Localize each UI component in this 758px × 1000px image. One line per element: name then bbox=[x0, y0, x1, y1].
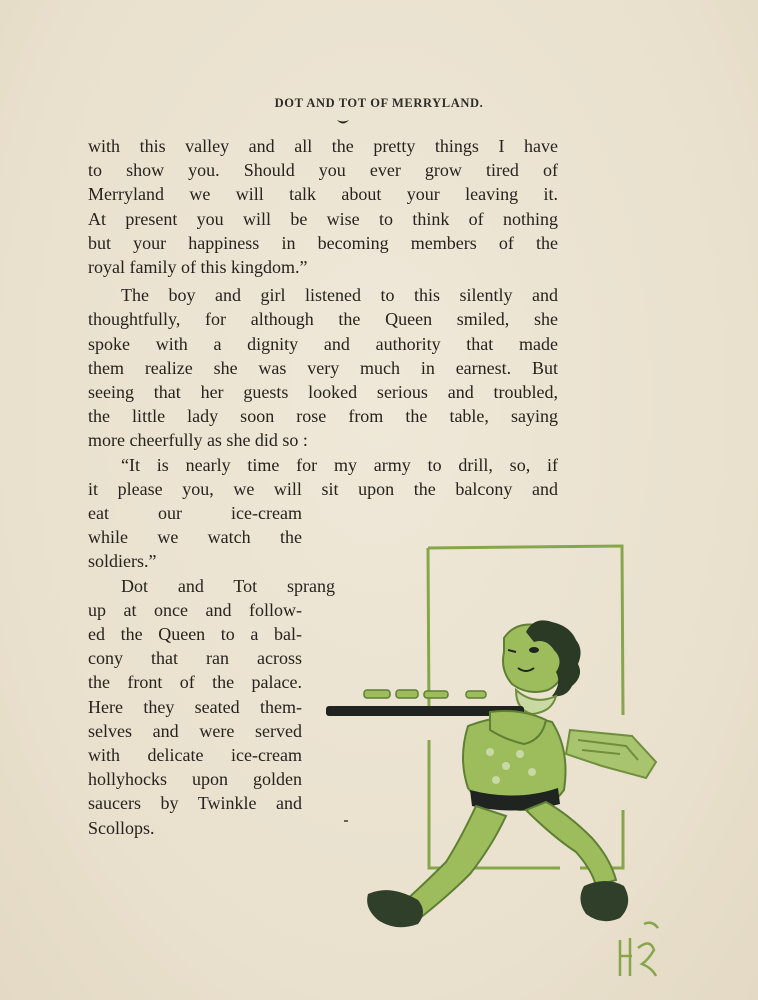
text-line: with this valley and all the pretty things I have bbox=[88, 136, 558, 156]
text-line: Here they seated them- bbox=[88, 696, 302, 717]
text-line: “It is nearly time for my army to drill, so, if bbox=[121, 454, 558, 475]
servant-shoes bbox=[367, 881, 628, 927]
text-line: the little lady soon rose from the table, saying bbox=[88, 406, 558, 427]
text-line: but your happiness in becoming members of the bbox=[88, 232, 558, 253]
text-line: seeing that her guests looked serious and troubled, bbox=[88, 382, 558, 403]
servant-head bbox=[503, 620, 581, 714]
text-line: ed the Queen to a bal- bbox=[88, 624, 302, 645]
text-line: Merryland we will talk about your leaving it. bbox=[88, 184, 558, 205]
text-line: it please you, we will sit upon the balcony and bbox=[88, 478, 558, 499]
running-head: DOT AND TOT OF MERRYLAND. bbox=[274, 96, 484, 110]
servant-body bbox=[463, 711, 566, 811]
ornament-icon bbox=[336, 118, 350, 128]
text-line: thoughtfully, for although the Queen smiled, she bbox=[88, 309, 558, 330]
artist-monogram-icon bbox=[620, 923, 658, 976]
text-line: them realize she was very much in earnest. But bbox=[88, 357, 558, 378]
servant-illustration bbox=[320, 540, 740, 980]
text-line: The boy and girl listened to this silently and bbox=[121, 285, 558, 306]
text-line: royal family of this kingdom.” bbox=[88, 257, 308, 278]
text-line: the front of the palace. bbox=[88, 672, 302, 693]
text-line: with delicate ice-cream bbox=[88, 745, 302, 766]
text-line: At present you will be wise to think of nothing bbox=[88, 208, 558, 229]
text-line: Dot and Tot sprang bbox=[121, 575, 335, 596]
text-line: saucers by Twinkle and bbox=[88, 793, 302, 814]
text-line: hollyhocks upon golden bbox=[88, 769, 302, 790]
narrow-column bbox=[88, 501, 335, 840]
text-line: selves and were served bbox=[88, 720, 302, 741]
text-line: eat our ice-cream bbox=[88, 503, 302, 524]
text-line: more cheerfully as she did so : bbox=[88, 430, 308, 451]
text-line: cony that ran across bbox=[88, 648, 302, 669]
text-line: up at once and follow- bbox=[88, 599, 302, 620]
text-line: to show you. Should you ever grow tired of bbox=[88, 160, 558, 181]
text-line: soldiers.” bbox=[88, 551, 157, 572]
text-line: Scollops. bbox=[88, 817, 155, 838]
text-line: spoke with a dignity and authority that made bbox=[88, 333, 558, 354]
text-line: while we watch the bbox=[88, 527, 302, 548]
sleeve-back bbox=[566, 730, 656, 778]
